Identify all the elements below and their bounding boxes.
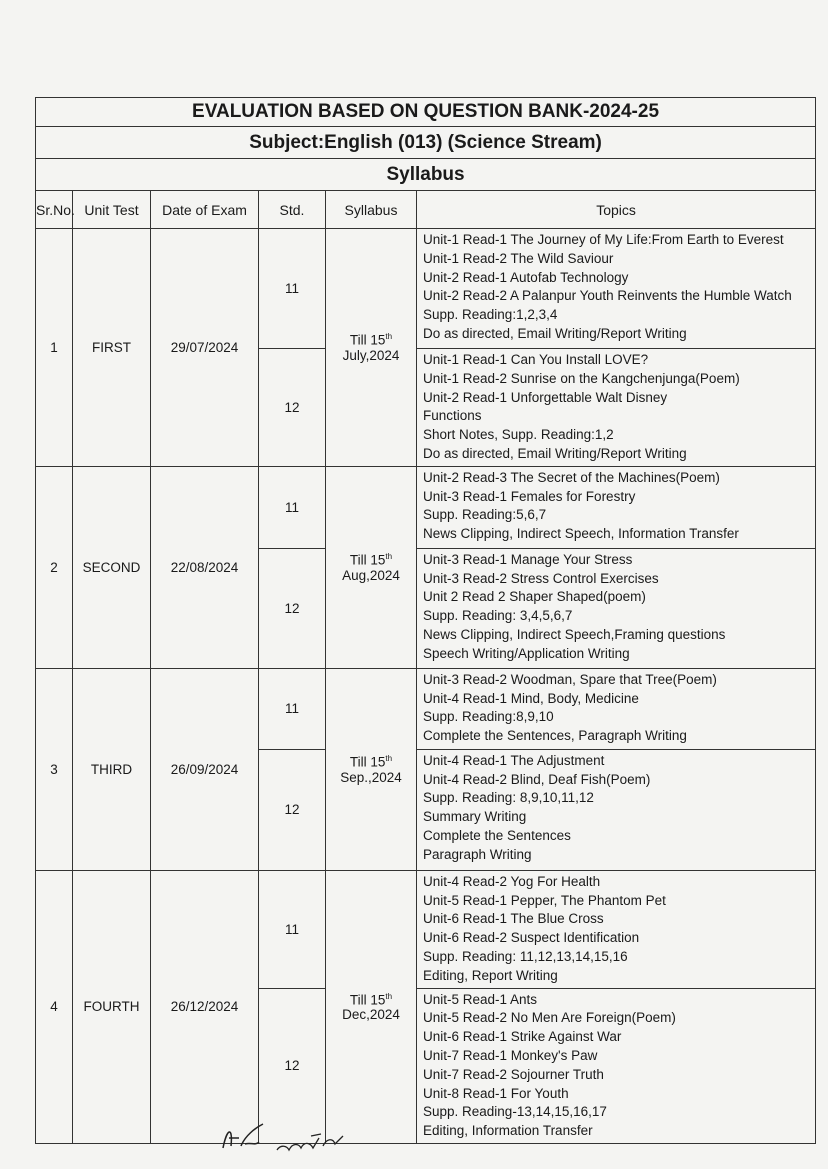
topic-item: Speech Writing/Application Writing — [423, 645, 630, 661]
srno-cell: 1 — [36, 229, 73, 467]
topic-item: Unit-5 Read-1 Ants — [423, 991, 538, 1007]
unit-test-cell: FOURTH — [73, 870, 151, 1143]
syllabus-cell — [326, 466, 417, 668]
syllabus-till: Till 15 — [349, 754, 386, 770]
topic-item: Unit-4 Read-1 Mind, Body, Medicine — [423, 690, 639, 706]
header-std: Std. — [259, 191, 326, 229]
topics-cell — [417, 988, 816, 1143]
date-cell: 29/07/2024 — [151, 229, 259, 467]
syllabus-till: Till 15 — [349, 332, 386, 348]
topic-item: Unit-1 Read-1 Can You Install LOVE? — [423, 352, 649, 367]
date-cell: 26/12/2024 — [151, 870, 259, 1143]
syllabus-cell — [326, 229, 417, 467]
syllabus-till: Till 15 — [349, 552, 386, 568]
topic-item: Unit-2 Read-3 The Secret of the Machines(Poem) — [423, 469, 720, 485]
topic-item: Unit-6 Read-1 The Blue Cross — [423, 911, 604, 927]
topics-cell — [417, 668, 816, 749]
topic-item: Unit-4 Read-1 The Adjustment — [423, 752, 605, 768]
table-row — [36, 668, 816, 749]
header-srno: Sr.No. — [36, 191, 73, 229]
subject-heading: Subject:English (013) (Science Stream) — [36, 127, 816, 159]
header-syllabus: Syllabus — [326, 191, 417, 229]
section-heading: Syllabus — [36, 159, 816, 191]
date-cell: 22/08/2024 — [151, 466, 259, 668]
signature-image — [215, 1108, 375, 1158]
std-cell: 12 — [259, 548, 326, 668]
std-cell: 12 — [259, 988, 326, 1143]
std-cell: 11 — [259, 229, 326, 349]
topic-item: Complete the Sentences, Paragraph Writing — [423, 728, 687, 744]
topic-item: Short Notes, Supp. Reading:1,2 — [423, 427, 614, 443]
syllabus-month: Sep.,2024 — [340, 769, 402, 785]
syllabus-month: Dec,2024 — [342, 1007, 400, 1023]
topic-item: Functions — [423, 408, 482, 424]
topics-cell — [417, 548, 816, 668]
topic-item: Supp. Reading-13,14,15,16,17 — [423, 1104, 607, 1120]
topic-item: Supp. Reading:1,2,3,4 — [423, 307, 558, 323]
std-cell: 12 — [259, 749, 326, 870]
topics-cell — [417, 466, 816, 548]
document-title: EVALUATION BASED ON QUESTION BANK-2024-25 — [36, 98, 816, 127]
topic-item: Unit-4 Read-2 Yog For Health — [423, 873, 601, 889]
table-row — [36, 229, 816, 349]
srno-cell: 3 — [36, 668, 73, 870]
topic-item: Unit-4 Read-2 Blind, Deaf Fish(Poem) — [423, 771, 651, 787]
syllabus-table — [35, 97, 816, 1144]
syllabus-cell — [326, 870, 417, 1143]
syllabus-sup: th — [385, 754, 393, 764]
date-cell: 26/09/2024 — [151, 668, 259, 870]
srno-cell: 2 — [36, 466, 73, 668]
syllabus-month: July,2024 — [342, 347, 400, 363]
topic-item: Supp. Reading: 8,9,10,11,12 — [423, 790, 594, 806]
topic-item: Supp. Reading: 11,12,13,14,15,16 — [423, 948, 628, 964]
topics-cell — [417, 870, 816, 988]
syllabus-sup: th — [385, 552, 393, 562]
syllabus-sup: th — [385, 332, 393, 342]
topic-item: Paragraph Writing — [423, 846, 532, 862]
syllabus-cell — [326, 668, 417, 870]
topic-item: Unit-2 Read-1 Unforgettable Walt Disney — [423, 389, 668, 405]
topic-item: Unit-7 Read-1 Monkey's Paw — [423, 1047, 598, 1063]
topic-item: Unit-2 Read-1 Autofab Technology — [423, 269, 629, 285]
topic-item: News Clipping, Indirect Speech, Information Transfer — [423, 526, 739, 542]
table-row — [36, 870, 816, 988]
topic-item: Unit-3 Read-1 Manage Your Stress — [423, 551, 633, 567]
topic-item: Unit-8 Read-1 For Youth — [423, 1085, 569, 1101]
std-cell: 12 — [259, 349, 326, 467]
std-cell: 11 — [259, 466, 326, 548]
topics-cell — [417, 229, 816, 349]
syllabus-document — [35, 97, 815, 1144]
unit-test-cell: FIRST — [73, 229, 151, 467]
topic-item: Unit-3 Read-1 Females for Forestry — [423, 488, 636, 504]
topic-item: Unit-5 Read-1 Pepper, The Phantom Pet — [423, 892, 666, 908]
syllabus-sup: th — [385, 991, 393, 1001]
syllabus-till: Till 15 — [349, 992, 386, 1008]
topic-item: Unit-1 Read-2 Sunrise on the Kangchenjunga(Poem) — [423, 370, 740, 386]
topic-item: Do as directed, Email Writing/Report Writing — [423, 325, 687, 341]
syllabus-month: Aug,2024 — [342, 567, 400, 583]
topic-item: Unit 2 Read 2 Shaper Shaped(poem) — [423, 589, 646, 605]
srno-cell: 4 — [36, 870, 73, 1143]
header-unit-test: Unit Test — [73, 191, 151, 229]
topic-item: Unit-5 Read-2 No Men Are Foreign(Poem) — [423, 1010, 676, 1026]
topic-item: Complete the Sentences — [423, 827, 571, 843]
topic-item: Unit-1 Read-1 The Journey of My Life:From Earth to Everest — [423, 232, 784, 247]
topic-item: Unit-6 Read-1 Strike Against War — [423, 1029, 622, 1045]
unit-test-cell: THIRD — [73, 668, 151, 870]
topic-item: Unit-7 Read-2 Sojourner Truth — [423, 1066, 604, 1082]
header-topics: Topics — [417, 191, 816, 229]
topic-item: Supp. Reading:5,6,7 — [423, 507, 547, 523]
std-cell: 11 — [259, 668, 326, 749]
topic-item: Unit-3 Read-2 Woodman, Spare that Tree(Poem) — [423, 671, 717, 687]
topic-item: Unit-2 Read-2 A Palanpur Youth Reinvents the Humble Watch — [423, 288, 792, 304]
topic-item: Supp. Reading: 3,4,5,6,7 — [423, 608, 573, 624]
std-cell: 11 — [259, 870, 326, 988]
topic-item: Unit-3 Read-2 Stress Control Exercises — [423, 570, 659, 586]
topics-cell — [417, 349, 816, 467]
unit-test-cell: SECOND — [73, 466, 151, 668]
topic-item: Supp. Reading:8,9,10 — [423, 709, 554, 725]
topic-item: Summary Writing — [423, 809, 527, 825]
topic-item: Editing, Report Writing — [423, 967, 558, 983]
topics-cell — [417, 749, 816, 870]
topic-item: News Clipping, Indirect Speech,Framing questions — [423, 626, 726, 642]
topic-item: Do as directed, Email Writing/Report Writing — [423, 445, 687, 461]
topic-item: Unit-1 Read-2 The Wild Saviour — [423, 250, 614, 266]
header-date: Date of Exam — [151, 191, 259, 229]
topic-item: Editing, Information Transfer — [423, 1123, 593, 1139]
table-row — [36, 466, 816, 548]
topic-item: Unit-6 Read-2 Suspect Identification — [423, 930, 640, 946]
